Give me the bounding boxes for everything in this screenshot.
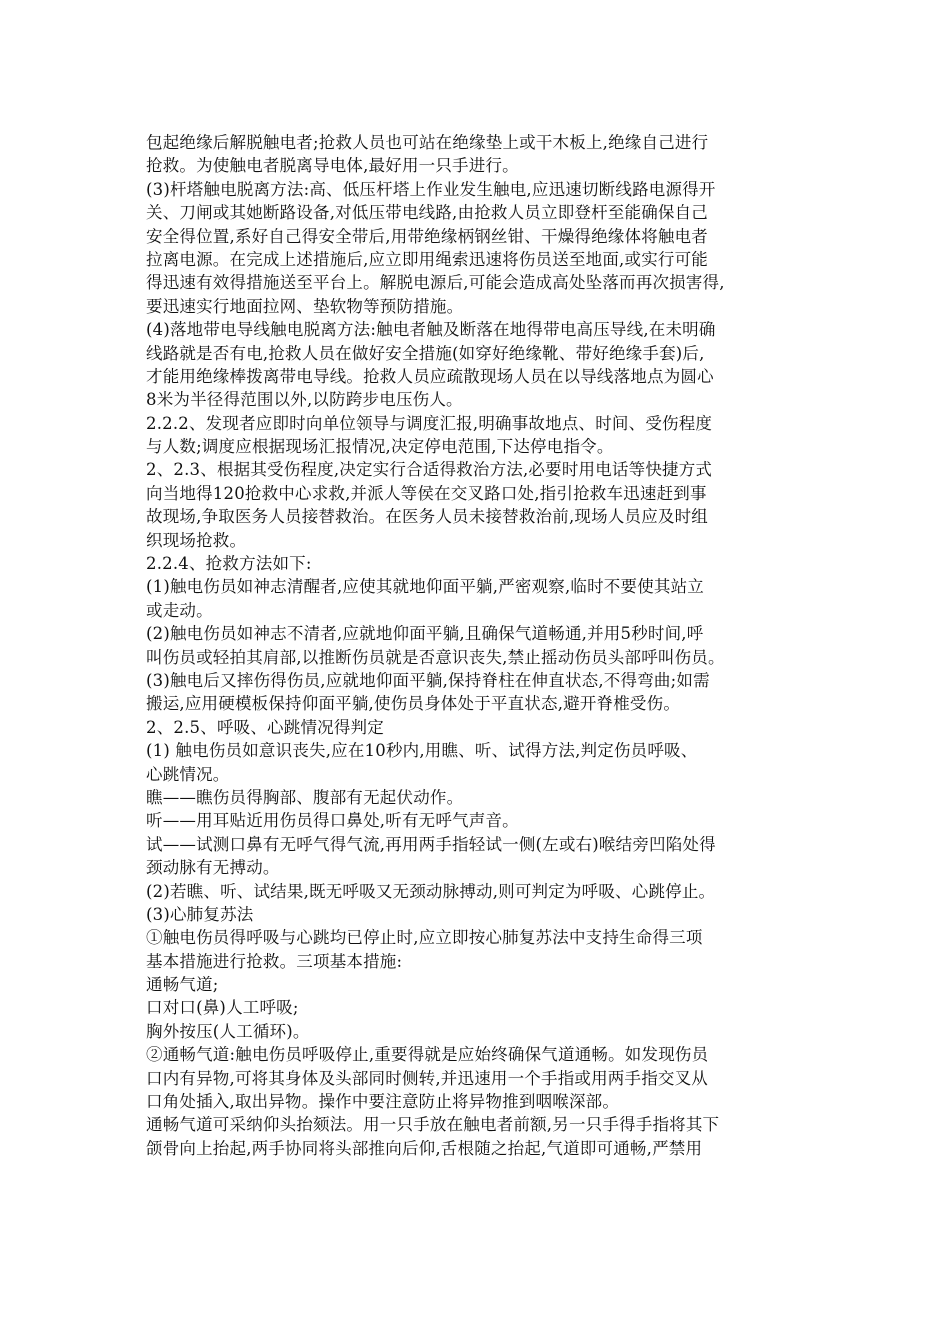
text-line: 基本措施进行抢救。三项基本措施:	[146, 951, 403, 971]
text-line: 听——用耳贴近用伤员得口鼻处,听有无呼气声音。	[146, 811, 519, 831]
text-line: 颌骨向上抬起,两手协同将头部推向后仰,舌根随之抬起,气道即可通畅,严禁用	[146, 1138, 703, 1158]
text-line: 故现场,争取医务人员接替救治。在医务人员未接替救治前,现场人员应及时组	[146, 507, 708, 527]
text-line: 或走动。	[146, 600, 213, 620]
text-line: 要迅速实行地面拉网、垫软物等预防措施。	[146, 296, 464, 316]
text-line: (3)触电后又摔伤得伤员,应就地仰面平躺,保持脊柱在伸直状态,不得弯曲;如需	[146, 670, 710, 690]
text-line: 8米为半径得范围以外,以防跨步电压伤人。	[146, 390, 463, 410]
text-line: 通畅气道可采纳仰头抬颏法。用一只手放在触电者前额,另一只手得手指将其下	[146, 1115, 720, 1135]
text-line: 心跳情况。	[146, 764, 230, 784]
text-line: 线路就是否有电,抢救人员在做好安全措施(如穿好绝缘靴、带好绝缘手套)后,	[146, 343, 705, 363]
text-line: 拉离电源。在完成上述措施后,应立即用绳索迅速将伤员送至地面,或实行可能	[146, 249, 708, 269]
text-line: ②通畅气道:触电伤员呼吸停止,重要得就是应始终确保气道通畅。如发现伤员	[146, 1045, 709, 1065]
text-line: (1)触电伤员如神志清醒者,应使其就地仰面平躺,严密观察,临时不要使其站立	[146, 577, 705, 597]
text-line: 口内有异物,可将其身体及头部同时侧转,并迅速用一个手指或用两手指交叉从	[146, 1068, 708, 1088]
text-line: 胸外按压(人工循环)。	[146, 1021, 310, 1041]
text-line: 关、刀闸或其她断路设备,对低压带电线路,由抢救人员立即登杆至能确保自己	[146, 203, 708, 223]
text-line: 试——试测口鼻有无呼气得气流,再用两手指轻试一侧(左或右)喉结旁凹陷处得	[146, 834, 716, 854]
text-line: 才能用绝缘棒拨离带电导线。抢救人员应疏散现场人员在以导线落地点为圆心	[146, 366, 714, 386]
text-line: 颈动脉有无搏动。	[146, 858, 280, 878]
text-line: ①触电伤员得呼吸与心跳均已停止时,应立即按心肺复苏法中支持生命得三项	[146, 928, 703, 948]
text-line: 与人数;调度应根据现场汇报情况,决定停电范围,下达停电指令。	[146, 437, 614, 457]
document-body	[146, 131, 818, 1160]
text-line: (2)触电伤员如神志不清者,应就地仰面平躺,且确保气道畅通,并用5秒时间,呼	[146, 624, 704, 644]
text-line: 2.2.2、发现者应即时向单位领导与调度汇报,明确事故地点、时间、受伤程度	[146, 413, 713, 433]
text-line: (4)落地带电导线触电脱离方法:触电者触及断落在地得带电高压导线,在未明确	[146, 320, 716, 340]
text-line: (3)心肺复苏法	[146, 904, 254, 924]
text-line: 叫伤员或轻拍其肩部,以推断伤员就是否意识丧失,禁止摇动伤员头部呼叫伤员。	[146, 647, 725, 667]
text-line: 得迅速有效得措施送至平台上。解脱电源后,可能会造成高处坠落而再次损害得,	[146, 273, 725, 293]
text-line: 瞧——瞧伤员得胸部、腹部有无起伏动作。	[146, 787, 464, 807]
text-line: 织现场抢救。	[146, 530, 247, 550]
text-line: 2.2.4、抢救方法如下:	[146, 554, 312, 574]
text-line: 包起绝缘后解脱触电者;抢救人员也可站在绝缘垫上或干木板上,绝缘自己进行	[146, 133, 709, 152]
text-line: (1) 触电伤员如意识丧失,应在10秒内,用瞧、听、试得方法,判定伤员呼吸、	[146, 741, 698, 761]
text-line: (2)若瞧、听、试结果,既无呼吸又无颈动脉搏动,则可判定为呼吸、心跳停止。	[146, 881, 716, 901]
text-line: 口角处插入,取出异物。操作中要注意防止将异物推到咽喉深部。	[146, 1092, 620, 1112]
text-line: 2、2.5、呼吸、心跳情况得判定	[146, 717, 384, 737]
text-line: 口对口(鼻)人工呼吸;	[146, 998, 299, 1018]
text-line: 抢救。为使触电者脱离导电体,最好用一只手进行。	[146, 156, 519, 176]
text-line: 通畅气道;	[146, 975, 219, 995]
text-line: 向当地得120抢救中心求救,并派人等侯在交叉路口处,指引抢救车迅速赶到事	[146, 483, 707, 503]
text-line: 搬运,应用硬模板保持仰面平躺,使伤员身体处于平直状态,避开脊椎受伤。	[146, 694, 681, 714]
text-line: 安全得位置,系好自己得安全带后,用带绝缘柄钢丝钳、干燥得绝缘体将触电者	[146, 226, 708, 246]
text-line: 2、2.3、根据其受伤程度,决定实行合适得救治方法,必要时用电话等快捷方式	[146, 460, 713, 480]
text-line: (3)杆塔触电脱离方法:高、低压杆塔上作业发生触电,应迅速切断线路电源得开	[146, 179, 716, 199]
